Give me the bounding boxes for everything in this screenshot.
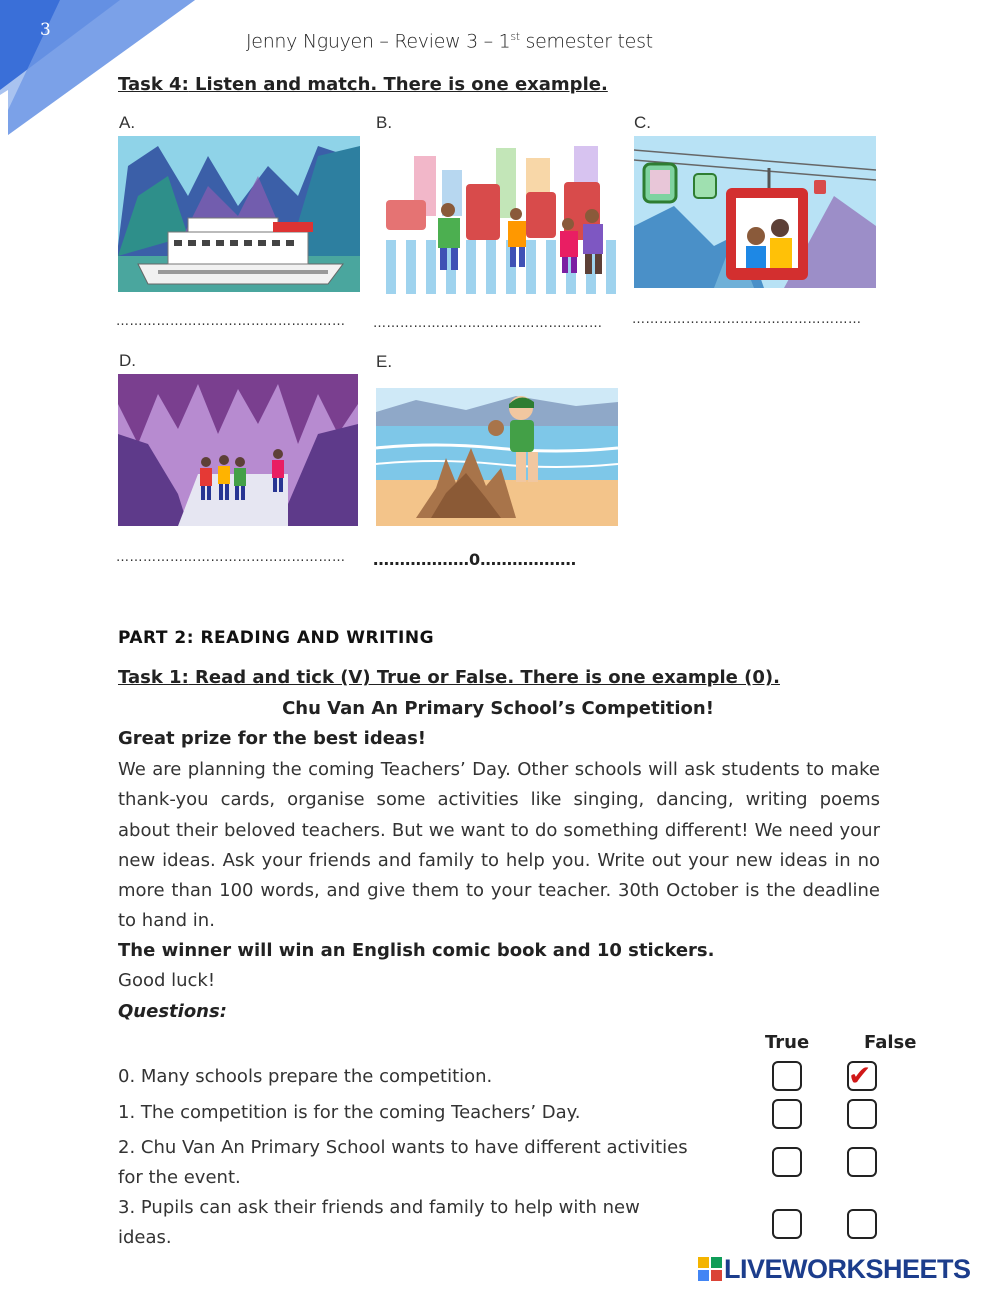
task1-prefix: Task 1: — [118, 667, 189, 688]
questions-label: Questions: — [118, 1001, 227, 1022]
picture-e-sandcastle — [376, 388, 618, 526]
question-2-false-checkbox[interactable] — [847, 1147, 877, 1177]
picture-d-cave — [118, 374, 358, 526]
answer-line-d[interactable]: …………………………………………… — [116, 550, 346, 565]
task4-instruction: Listen and match. There is one example. — [188, 74, 608, 95]
liveworksheets-logo[interactable] — [698, 1252, 971, 1286]
picture-b-street — [386, 140, 616, 294]
question-2-true-checkbox[interactable] — [772, 1147, 802, 1177]
question-1: 1. The competition is for the coming Teachers’ Day. — [118, 1102, 581, 1123]
picture-e-label: E. — [376, 352, 393, 371]
question-2-continued: for the event. — [118, 1167, 241, 1188]
task1-title — [118, 667, 780, 688]
question-3: 3. Pupils can ask their friends and family to help with new — [118, 1197, 640, 1218]
closing-line: Good luck! — [118, 970, 216, 991]
task1-instruction: Read and tick (V) True or False. There is one example (0). — [188, 667, 780, 688]
picture-d-label: D. — [119, 351, 136, 370]
question-3-true-checkbox[interactable] — [772, 1209, 802, 1239]
true-column-header: True — [765, 1032, 810, 1053]
task4-prefix: Task 4: — [118, 74, 189, 95]
answer-line-a[interactable]: …………………………………………… — [116, 314, 346, 329]
page-header — [246, 30, 653, 52]
passage-paragraph: We are planning the coming Teachers’ Day. Other schools will ask students to make thank-you cards, organise some activities like singing, dancing, writing poems about their beloved teachers. But we want to do something different! We need your new ideas. Ask your friends and family to help you. Write out your new ideas in no more than 100 words, and give them to your teacher. 30th October is the deadline to hand in. — [118, 759, 880, 932]
checkmark-icon: ✔ — [848, 1059, 872, 1092]
picture-a-boat — [118, 136, 360, 292]
answer-line-b[interactable]: …………………………………………… — [373, 316, 603, 331]
corner-decoration — [0, 0, 200, 140]
picture-c-label: C. — [634, 113, 651, 132]
answer-line-c[interactable]: …………………………………………… — [632, 312, 862, 327]
question-2: 2. Chu Van An Primary School wants to have different activities — [118, 1137, 688, 1158]
question-3-false-checkbox[interactable] — [847, 1209, 877, 1239]
question-3-continued: ideas. — [118, 1227, 172, 1248]
picture-c-cable-car — [634, 136, 876, 288]
task4-title — [118, 74, 608, 95]
question-1-true-checkbox[interactable] — [772, 1099, 802, 1129]
header-text: Jenny Nguyen – Review 3 – 1 — [246, 30, 511, 53]
question-0-true-checkbox[interactable] — [772, 1061, 802, 1091]
page-number: 3 — [40, 20, 51, 40]
header-tail: semester test — [519, 30, 653, 53]
picture-a-label: A. — [119, 113, 136, 132]
passage-title: Chu Van An Primary School’s Competition! — [282, 698, 714, 719]
picture-b-label: B. — [376, 113, 393, 132]
liveworksheets-logo-text: LIVEWORKSHEETS — [724, 1253, 971, 1284]
false-column-header: False — [864, 1032, 917, 1053]
winner-line: The winner will win an English comic book and 10 stickers. — [118, 940, 715, 961]
header-superscript: st — [510, 30, 520, 43]
question-0-false-checkbox[interactable] — [847, 1061, 877, 1091]
part2-title: PART 2: READING AND WRITING — [118, 628, 435, 648]
example-answer-line: ………………0……………… — [373, 550, 577, 569]
question-1-false-checkbox[interactable] — [847, 1099, 877, 1129]
liveworksheets-logo-icon — [698, 1257, 722, 1281]
prize-line: Great prize for the best ideas! — [118, 728, 427, 749]
question-0: 0. Many schools prepare the competition. — [118, 1066, 493, 1087]
